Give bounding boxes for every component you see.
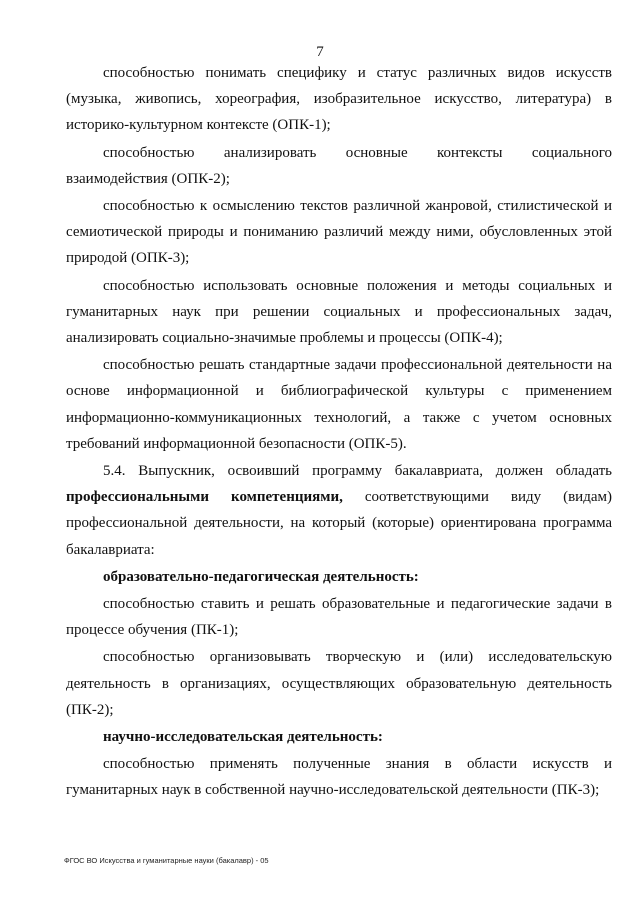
section-intro-rest: соответствующими виду (видам) профессиональной деятельности, на который (которые) ориентирована программа бакалавриата:: [66, 489, 612, 558]
section-intro-text: 5.4. Выпускник, освоивший программу бакалавриата, должен обладать: [103, 463, 612, 480]
paragraph-section-5-4: [66, 458, 612, 563]
paragraph-pk-2: способностью организовывать творческую и (или) исследовательскую деятельность в организациях, осуществляющих образовательную деятельность (ПК-2);: [66, 649, 612, 718]
page-footer: ФГОС ВО Искусства и гуманитарные науки (бакалавр) - 05: [64, 856, 269, 865]
section-bold-term: профессиональными компетенциями,: [66, 489, 343, 506]
paragraph-pk-3: способностью применять полученные знания в области искусств и гуманитарных наук в собственной научно-исследовательской деятельности (ПК-3);: [66, 756, 612, 799]
heading-research-activity: научно-исследовательская деятельность:: [103, 729, 383, 746]
paragraph-opk-5: способностью решать стандартные задачи профессиональной деятельности на основе информационной и библиографической культуры с применением информационно-коммуникационных технологий, а также с учетом основных требований информационной безопасности (ОПК-5).: [66, 357, 612, 452]
paragraph-pk-1: способностью ставить и решать образовательные и педагогические задачи в процессе обучения (ПК-1);: [66, 596, 612, 639]
paragraph-opk-4: способностью использовать основные положения и методы социальных и гуманитарных наук при решении социальных и профессиональных задач, анализировать социально-значимые проблемы и процессы (ОПК-4);: [66, 277, 612, 347]
document-body: [66, 60, 612, 805]
paragraph-opk-1: способностью понимать специфику и статус различных видов искусств (музыка, живопись, хореография, изобразительное искусство, литература) в историко-культурном контексте (ОПК-1);: [66, 65, 612, 134]
heading-educational-activity: образовательно-педагогическая деятельность:: [103, 568, 419, 585]
paragraph-opk-2: способностью анализировать основные контексты социального взаимодействия (ОПК-2);: [66, 144, 612, 187]
page-number: 7: [316, 44, 324, 60]
paragraph-opk-3: способностью к осмыслению текстов различной жанровой, стилистической и семиотической природы и пониманию различий между ними, обусловленных этой природой (ОПК-3);: [66, 198, 612, 267]
